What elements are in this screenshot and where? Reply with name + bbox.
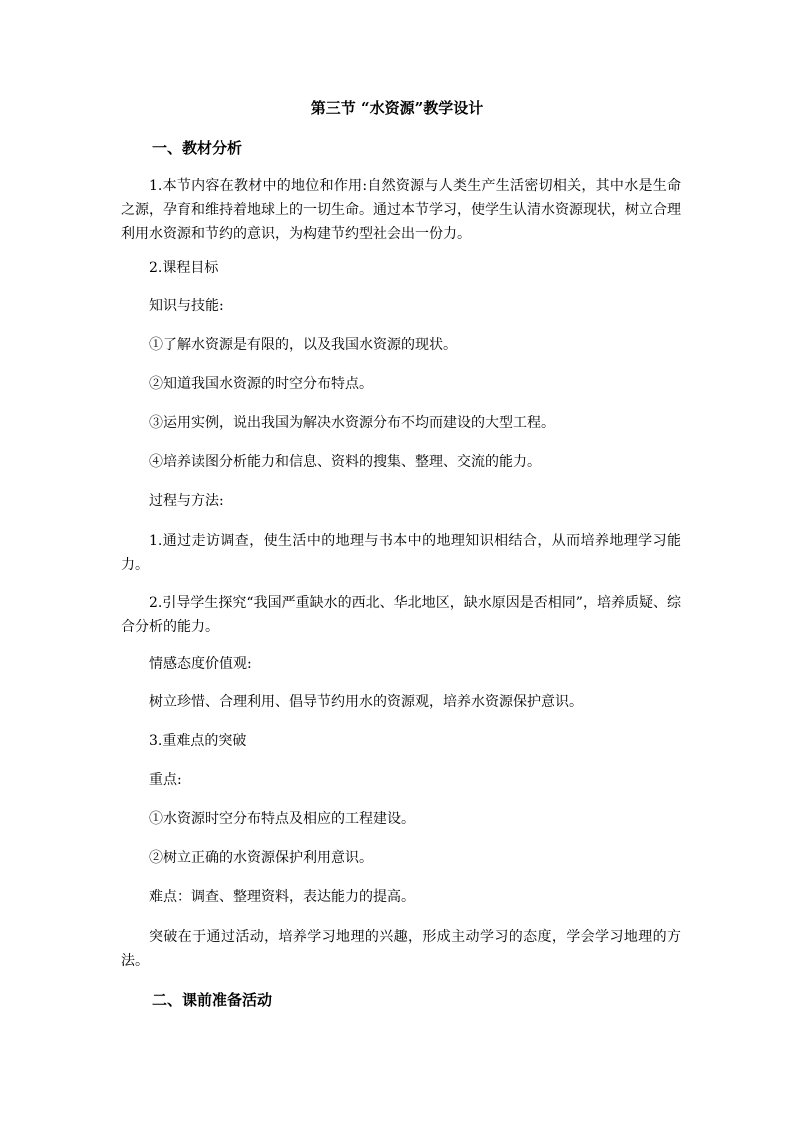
paragraph-difficult-points: 难点：调查、整理资料，表达能力的提高。 — [149, 889, 415, 905]
paragraph-course-goals: 2.课程目标 — [149, 260, 219, 276]
list-item-goal-3: ③运用实例，说出我国为解决水资源分布不均而建设的大型工程。 — [149, 415, 555, 431]
paragraph-attitudes-values: 情感态度价值观: — [149, 656, 252, 672]
paragraph-role-of-section: 1.本节内容在教材中的地位和作用:自然资源与人类生产生活密切相关，其中水是生命之源，孕育和维持着地球上的一切生命。通过本节学习，使学生认清水资源现状，树立合理利用水资源和节约的意识，为构建节约型社会出一份力。 — [121, 178, 681, 242]
paragraph-knowledge-skills: 知识与技能: — [149, 298, 224, 314]
list-item-goal-4: ④培养读图分析能力和信息、资料的搜集、整理、交流的能力。 — [149, 454, 541, 470]
paragraph-method-2: 2.引导学生探究“我国严重缺水的西北、华北地区，缺水原因是否相同”，培养质疑、综合分析的能力。 — [121, 595, 681, 635]
section-heading-pre-class-activities: 二、课前准备活动 — [152, 991, 273, 1009]
section-heading-textbook-analysis: 一、教材分析 — [152, 139, 243, 157]
document-title: 第三节 “水资源”教学设计 — [310, 99, 484, 117]
paragraph-values-statement: 树立珍惜、合理利用、倡导节约用水的资源观，培养水资源保护意识。 — [149, 694, 583, 710]
paragraph-key-difficult-points: 3.重难点的突破 — [149, 733, 247, 749]
list-item-goal-2: ②知道我国水资源的时空分布特点。 — [149, 376, 373, 392]
paragraph-method-1: 1.通过走访调查，使生活中的地理与书本中的地理知识相结合，从而培养地理学习能力。 — [121, 533, 681, 573]
paragraph-process-methods: 过程与方法: — [149, 493, 224, 509]
paragraph-breakthrough: 突破在于通过活动，培养学习地理的兴趣，形成主动学习的态度，学会学习地理的方法。 — [121, 929, 681, 969]
paragraph-key-points-label: 重点: — [149, 772, 182, 788]
list-item-key-point-1: ①水资源时空分布特点及相应的工程建设。 — [149, 811, 415, 827]
list-item-key-point-2: ②树立正确的水资源保护利用意识。 — [149, 850, 373, 866]
list-item-goal-1: ①了解水资源是有限的，以及我国水资源的现状。 — [149, 337, 457, 353]
